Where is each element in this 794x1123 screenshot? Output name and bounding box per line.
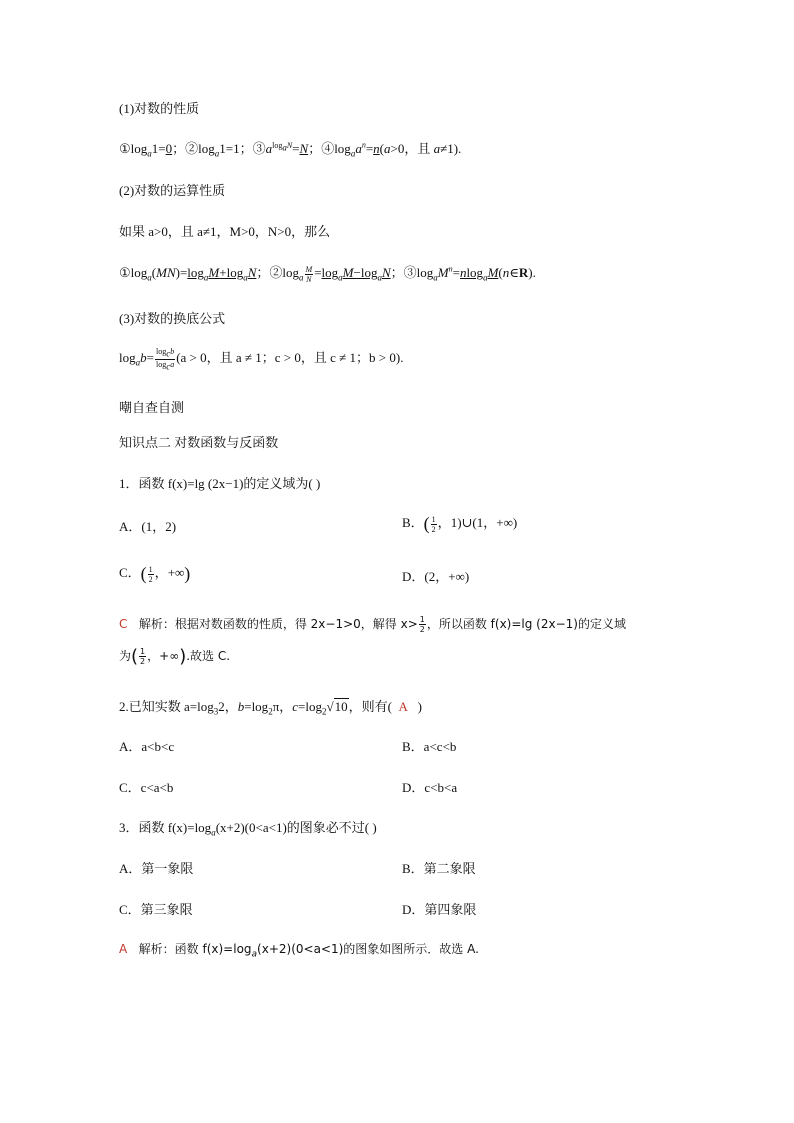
q3-solution-text-b: (x+2)(0<a<1)的图象如图所示．故选 A. (257, 942, 479, 956)
q2-option-d: D．c<b<a (402, 780, 458, 795)
q1-solution-text-d: .故选 C. (186, 649, 231, 663)
q1-solution-text-b: ，所以函数 f(x)=lg (2x−1)的定义域 (426, 617, 626, 631)
q3-stem-text: 3．函数 f(x)=log (119, 820, 212, 835)
q2-stem-text: 2.已知实数 a=log (119, 699, 214, 714)
q1-solution-text-c: 为 (119, 649, 132, 663)
q1-option-c: C．( $\frac{1}{2}$ ，+∞) (119, 563, 191, 584)
section-1-title: (1)对数的性质 (119, 101, 200, 116)
q2-option-c: C．c<a<b (119, 780, 174, 795)
q2-stem-close: ) (417, 699, 422, 714)
q1-option-a: A．(1，2) (119, 519, 177, 534)
q3-option-a: A．第一象限 (119, 861, 194, 876)
q3-option-c: C．第三象限 (119, 902, 193, 917)
q3-answer-label: A (119, 942, 128, 956)
q3-solution: A 解析：函数 $f(x)=\log_a(x+2)(0<a<1)$的图象如图所示．故选 A. (119, 942, 479, 960)
q3-option-b: B．第二象限 (402, 861, 476, 876)
q1-solution-text-a: 解析：根据对数函数的性质，得 2x−1>0，解得 x> (138, 617, 418, 631)
q2-stem: 2.已知实数 $a=\log_32$，$b=\log_2\pi$，$c=\log_2√10$，则有( A ) (119, 699, 422, 717)
q1-option-b-tail: 1)∪(1，+∞) (450, 515, 518, 530)
change-of-base-condition: (a > 0，且 a ≠ 1；c > 0，且 c ≠ 1；b > 0). (176, 350, 404, 366)
log-properties-line: $①\log_a1=0$；$②\log_a1=1$；$③a^{log_aN}=N$；$④\log_aa^n=n(a>0$，且 a≠1). (119, 140, 462, 159)
log-operation-line: $①\log_a(MN)=\log_aM+\log_aN$；$②\log_a$ $\frac{M}{N}$ $=\log_aM-\log_aN$；$③\log_aM^n=nlog_aM(n\in R)$. (119, 264, 536, 284)
section-2-condition: 如果 a>0，且 a≠1，M>0，N>0，那么 (119, 224, 331, 239)
knowledge-point-heading: 知识点二 对数函数与反函数 (119, 435, 279, 450)
q2-option-b: B．a<c<b (402, 739, 457, 754)
q1-option-b: B．( $\frac{1}{2}$ ，1)∪(1，+∞) (402, 513, 518, 534)
q1-option-c-tail: +∞ (167, 565, 185, 580)
q1-solution-line2: 为( $\frac{1}{2}$ ，+∞).故选 C. (119, 646, 231, 667)
section-2-title: (2)对数的运算性质 (119, 183, 226, 198)
q3-solution-text-a: 解析：函数 f(x)=log (138, 942, 252, 956)
change-of-base-formula: $\log_ab=$ $\frac{\log_cb}{\log_ca}$ (a > 0，且 a ≠ 1；c > 0，且 c ≠ 1；b > 0). (119, 347, 404, 372)
q3-stem: 3．函数 $f(x)=\log_a(x+2)(0<a<1)$的图象必不过( ) (119, 820, 377, 838)
q2-stem-tail: ，则有( (348, 699, 392, 714)
q1-option-d: D．(2，+∞) (402, 569, 470, 584)
q1-solution-line1: C 解析：根据对数函数的性质，得 2x−1>0，解得 x> $\frac{1}{2}$ ，所以函数 f(x)=lg (2x−1)的定义域 (119, 615, 626, 634)
q1-stem: 1．函数 f(x)=lg (2x−1)的定义域为( ) (119, 476, 321, 491)
q3-option-d: D．第四象限 (402, 902, 477, 917)
q2-answer: A (398, 699, 408, 714)
q3-stem-tail: (x+2)(0<a<1)的图象必不过( ) (215, 820, 377, 835)
q1-answer-label: C (119, 617, 128, 631)
section-3-title: (3)对数的换底公式 (119, 311, 226, 326)
q2-option-a: A．a<b<c (119, 739, 175, 754)
self-check-heading: 嘲自查自测 (119, 400, 185, 415)
